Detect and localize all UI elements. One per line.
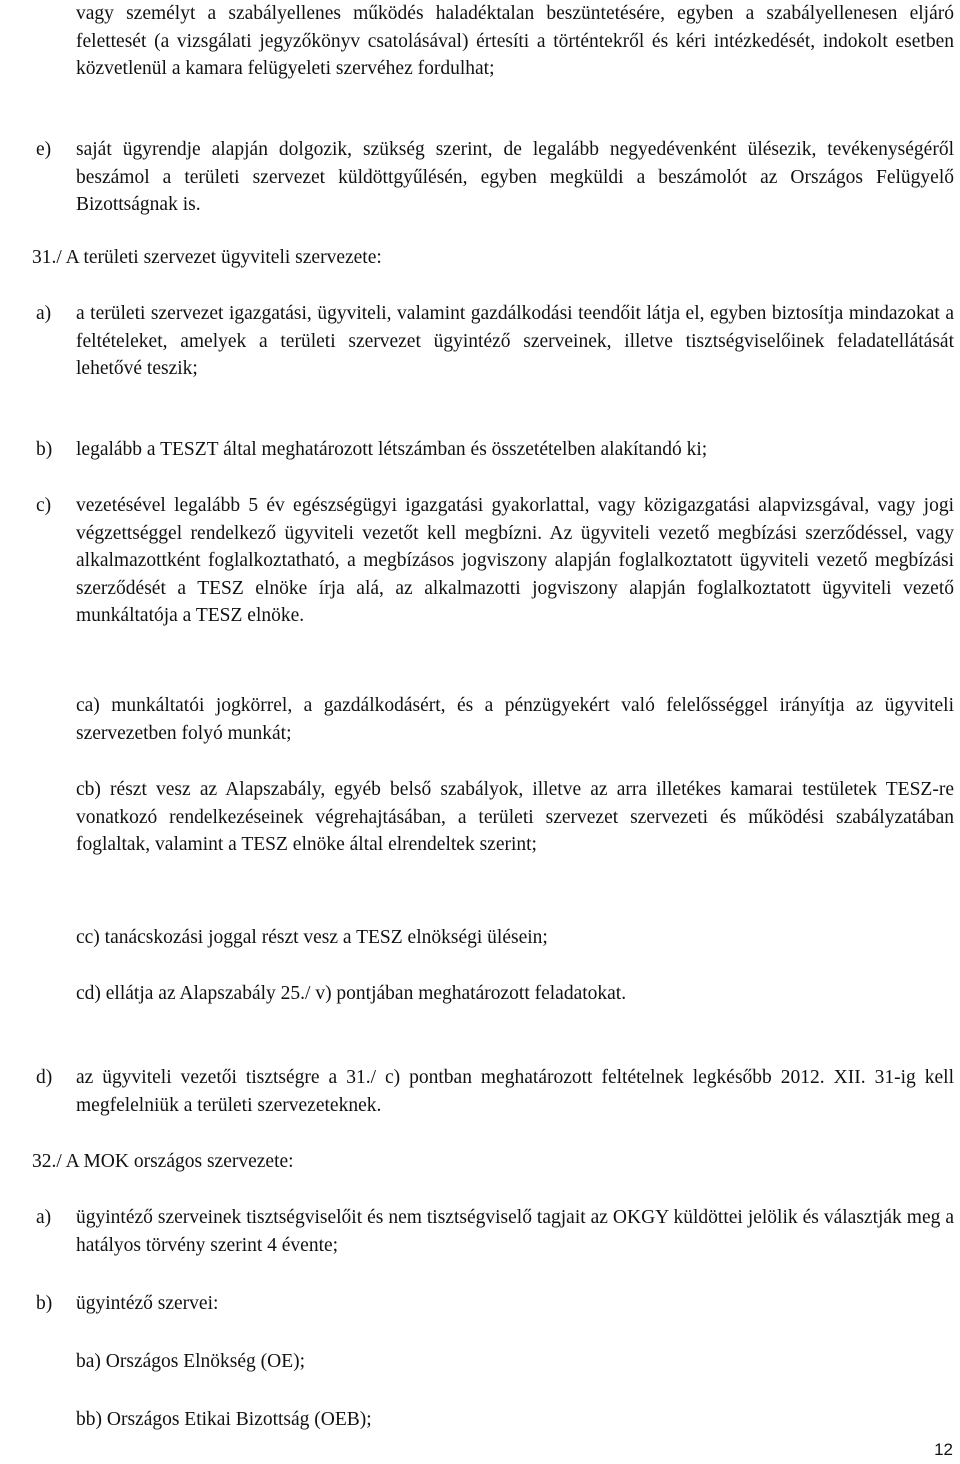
list-text: ügyintéző szervei: (76, 1293, 219, 1314)
sub-item-bb: bb) Országos Etikai Bizottság (OEB); (76, 1409, 372, 1430)
list-label: c) (36, 495, 52, 516)
list-item-31-a (32, 300, 954, 383)
sub-item-ba: ba) Országos Elnökség (OE); (76, 1351, 306, 1372)
list-label: b) (36, 439, 53, 460)
page-number: 12 (934, 1440, 953, 1459)
sub-item-cb: cb) részt vesz az Alapszabály, egyéb belső szabályok, illetve az arra illetékes kamarai testületek TESZ-re vonatkozó rendelkezéseinek végrehajtásában, a területi szervezet szervezeti és működési szabályzatában foglaltak, valamint a TESZ elnöke által elrendeltek szerint; (76, 779, 954, 855)
sub-item-cd: cd) ellátja az Alapszabály 25./ v) pontjában meghatározott feladatokat. (76, 983, 627, 1004)
list-item-31-d (32, 1064, 954, 1119)
list-label: b) (36, 1293, 53, 1314)
list-text: saját ügyrendje alapján dolgozik, szükség szerint, de legalább negyedévenként ülésezik, tevékenységéről beszámol a területi szervezet küldöttgyűlésén, egyben megküldi a beszámolót az Országos Felügyelő Bizottságnak is. (76, 139, 954, 215)
section-heading-32: 32./ A MOK országos szervezete: (32, 1151, 294, 1172)
list-text: az ügyviteli vezetői tisztségre a 31./ c) pontban meghatározott feltételnek legkésőbb 2012. XII. 31-ig kell megfelelniük a területi szervezeteknek. (76, 1067, 954, 1116)
paragraph-continuation: vagy személyt a szabályellenes működés haladéktalan beszüntetésére, egyben a szabályellenesen eljáró felettesét (a vizsgálati jegyzőkönyv csatolásával) értesíti a történtekről és kéri intézkedését, indokolt esetben közvetlenül a kamara felügyeleti szervéhez fordulhat; (76, 3, 954, 79)
list-item-e (32, 136, 954, 219)
list-item-31-b (32, 436, 954, 464)
list-text: legalább a TESZT által meghatározott létszámban és összetételben alakítandó ki; (76, 439, 708, 460)
list-item-32-b (32, 1290, 954, 1318)
list-label: e) (36, 139, 52, 160)
list-text: vezetésével legalább 5 év egészségügyi igazgatási gyakorlattal, vagy közigazgatási alapvizsgával, vagy jogi végzettséggel rendelkező ügyviteli vezetőt kell megbízni. Az ügyviteli vezető megbízási szerződéssel, vagy alkalmazottként foglalkoztatható, a megbízásos jogviszony alapján foglalkoztatott ügyviteli vezető megbízási szerződését a TESZ elnöke írja alá, az alkalmazotti jogviszony alapján foglalkoztatott ügyviteli vezető munkáltatója a TESZ elnöke. (76, 495, 954, 626)
section-heading-31: 31./ A területi szervezet ügyviteli szervezete: (32, 247, 382, 268)
list-label: a) (36, 303, 52, 324)
list-item-31-c (32, 492, 954, 630)
sub-item-ca: ca) munkáltatói jogkörrel, a gazdálkodásért, és a pénzügyekért való felelősséggel irányítja az ügyviteli szervezetben folyó munkát; (76, 695, 954, 744)
list-label: a) (36, 1207, 52, 1228)
list-item-32-a (32, 1204, 954, 1259)
list-text: a területi szervezet igazgatási, ügyviteli, valamint gazdálkodási teendőit látja el, egyben biztosítja mindazokat a feltételeket, amelyek a területi szervezet ügyintéző szerveinek, illetve tisztségviselőinek feladatellátását lehetővé teszik; (76, 303, 954, 379)
list-text: ügyintéző szerveinek tisztségviselőit és nem tisztségviselő tagjait az OKGY küldöttei jelölik és választják meg a hatályos törvény szerint 4 évente; (76, 1207, 954, 1256)
sub-item-cc: cc) tanácskozási joggal részt vesz a TESZ elnökségi ülésein; (76, 927, 548, 948)
list-label: d) (36, 1067, 53, 1088)
